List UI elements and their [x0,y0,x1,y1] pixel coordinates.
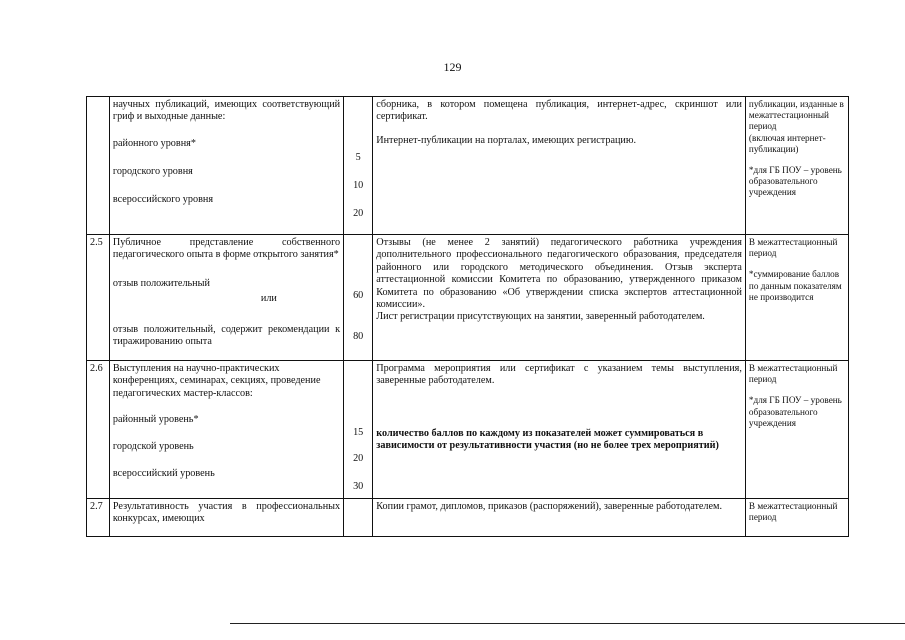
note-text: В межаттестационный период [748,363,838,385]
confirmation-text: Отзывы (не менее 2 занятий) педагогического работника учреждения дополнительного профессионального педагогического образования, председателя районного или городского методического объединения. Отзыв эксперта аттестационной комиссии Комитета по образованию, утвержденного приказом Комитета по образованию «Об утверждении списка экспертов аттестационной комиссии». [376,237,742,311]
points-value: 20 [353,453,364,465]
points-value: 30 [353,480,364,492]
criterion-name: Выступления на научно-практических конференциях, семинарах, секциях, проведение педагогических мастер-классов: [112,363,321,399]
page-bottom-rule [230,623,905,624]
page-number: 129 [443,60,462,74]
confirmation-cell [373,235,746,361]
confirmation-text: Лист регистрации присутствующих на занятии, заверенный работодателем. [376,311,705,323]
level-label: городской уровень [112,440,194,452]
confirmation-text: сборника, в котором помещена публикация, интернет-адрес, скриншот или сертификат. [376,99,742,123]
level-label: районный уровень* [112,414,199,426]
table-row [87,499,849,537]
criteria-table [86,96,849,537]
points-cell [344,499,373,537]
note-text: В межаттестационный период [745,499,848,537]
note-text: В межаттестационный период [748,237,838,259]
row-number: 2.5 [87,235,110,361]
confirmation-text: Копии грамот, дипломов, приказов (распоряжений), заверенные работодателем. [373,499,746,537]
points-cell [344,235,373,361]
points-value: 20 [353,207,364,219]
criterion-cell [109,361,343,499]
criterion-name: Публичное представление собственного педагогического опыта в форме открытого занятия* [112,237,341,261]
points-value: 15 [353,427,364,438]
level-label: отзыв положительный, содержит рекомендации к тиражированию опыта [112,323,341,348]
confirmation-cell [373,361,746,499]
criterion-cell [109,235,343,361]
level-label: всероссийского уровня [112,193,214,205]
points-value: 80 [353,331,364,343]
criterion-cell [109,97,343,235]
level-label: отзыв положительный [112,277,210,289]
table-row [87,97,849,235]
criterion-name: Результативность участия в профессиональных конкурсах, имеющих [109,499,343,537]
table-row [87,235,849,361]
points-cell [344,361,373,499]
confirmation-text: Программа мероприятия или сертификат с указанием темы выступления, заверенные работодателем. [376,363,742,387]
points-cell [344,97,373,235]
level-label: всероссийский уровень [112,468,215,480]
confirmation-text: Интернет-публикации на порталах, имеющих регистрацию. [376,134,637,146]
note-text: *для ГБ ПОУ – уровень образовательного учреждения [748,395,842,428]
points-value: 60 [353,290,364,301]
note-cell [745,97,848,235]
criterion-name: научных публикаций, имеющих соответствующий гриф и выходные данные: [112,99,341,123]
note-cell [745,235,848,361]
note-text: публикации, изданные в межаттестационный период [748,99,844,132]
note-cell [745,361,848,499]
level-label: районного уровня* [112,137,196,149]
row-number: 2.7 [87,499,110,537]
points-value: 10 [353,180,364,192]
note-text: *для ГБ ПОУ – уровень образовательного учреждения [748,165,842,198]
note-text: *суммирование баллов по данным показателям [748,269,842,291]
confirmation-note: количество баллов по каждому из показателей может суммироваться в зависимости от результативности участия (но не более трех мероприятий) [376,427,719,452]
row-number: 2.6 [87,361,110,499]
confirmation-cell [373,97,746,235]
level-label: городского уровня [112,166,193,178]
table-row [87,361,849,499]
points-value: 5 [355,152,361,163]
note-text: (включая интернет-публикации) [748,132,826,154]
row-number [87,97,110,235]
level-label: или [260,293,277,305]
note-text: не производится [748,291,814,302]
